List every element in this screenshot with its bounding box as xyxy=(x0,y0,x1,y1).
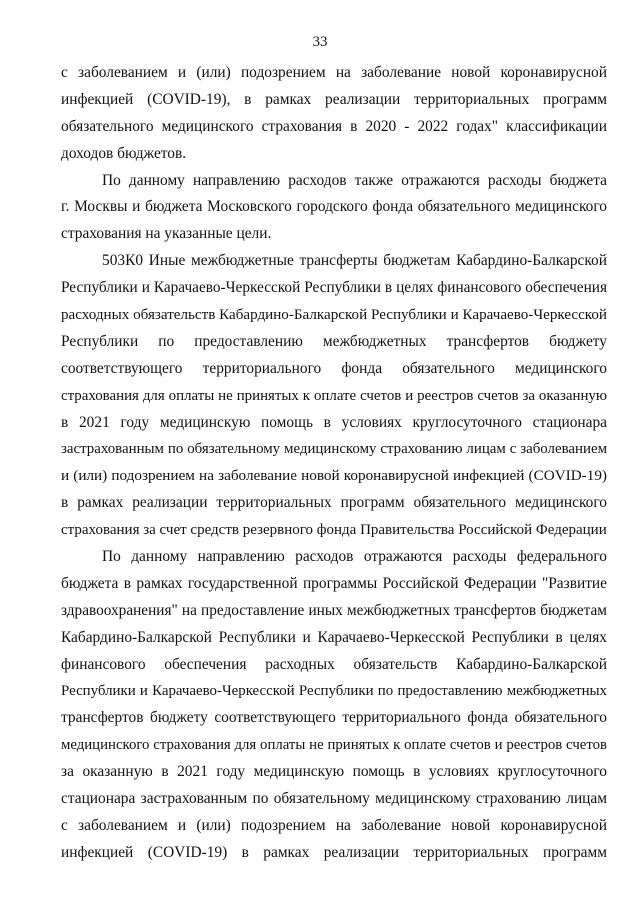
text-line: Республики и Карачаево-Черкесской Республики по предоставлению межбюджетных xyxy=(61,683,607,700)
text-line: стационара застрахованным по обязательному медицинскому страхованию лицам xyxy=(61,790,607,808)
text-line: страхования для оплаты не принятых к оплате счетов и реестров счетов за оказанную xyxy=(61,387,607,404)
text-line: доходов бюджетов. xyxy=(61,144,187,162)
text-line: г. Москвы и бюджета Московского городского фонда обязательного медицинского xyxy=(61,198,607,216)
text-line: и (или) подозрением на заболевание новой коронавирусной инфекцией (COVID-19) xyxy=(61,467,607,485)
text-line: с заболеванием и (или) подозрением на заболевание новой коронавирусной xyxy=(61,64,607,81)
text-line: инфекцией (COVID-19), в рамках реализации территориальных программ xyxy=(61,90,607,108)
text-line: Республики и Карачаево-Черкесской Республики в целях финансового обеспечения xyxy=(61,279,607,297)
text-line: Кабардино-Балкарской Республики и Карачаево-Черкесской Республики в целях xyxy=(61,628,607,646)
text-line: По данному направлению расходов отражаются расходы федерального xyxy=(102,548,607,566)
text-line: медицинского страхования для оплаты не принятых к оплате счетов и реестров счетов xyxy=(61,737,607,754)
text-line: финансового обеспечения расходных обязательств Кабардино-Балкарской xyxy=(61,655,607,673)
text-line: здравоохранения" на предоставление иных межбюджетных трансфертов бюджетам xyxy=(61,601,607,619)
text-line: 503К0 Иные межбюджетные трансферты бюджетам Кабардино-Балкарской xyxy=(102,252,607,270)
text-line: По данному направлению расходов также отражаются расходы бюджета xyxy=(102,171,607,189)
document-body xyxy=(61,60,607,867)
text-line: Республики по предоставлению межбюджетных трансфертов бюджету xyxy=(61,332,607,350)
text-line: инфекцией (COVID-19) в рамках реализации территориальных программ xyxy=(61,843,607,861)
page-number: 33 xyxy=(312,34,328,50)
text-line: соответствующего территориального фонда обязательного медицинского xyxy=(61,359,607,377)
text-line: за оказанную в 2021 году медицинскую помощь в условиях круглосуточного xyxy=(61,763,607,781)
text-line: с заболеванием и (или) подозрением на заболевание новой коронавирусной xyxy=(61,816,607,834)
text-line: обязательного медицинского страхования в 2020 - 2022 годах" классификации xyxy=(61,117,607,135)
text-line: бюджета в рамках государственной программы Российской Федерации "Развитие xyxy=(61,574,607,592)
text-line: трансфертов бюджету соответствующего территориального фонда обязательного xyxy=(61,709,607,727)
text-line: расходных обязательств Кабардино-Балкарской Республики и Карачаево-Черкесской xyxy=(61,307,607,324)
text-line: в 2021 году медицинскую помощь в условиях круглосуточного стационара xyxy=(61,413,607,431)
text-line: страхования на указанные цели. xyxy=(61,225,272,243)
text-line: застрахованным по обязательному медицинскому страхованию лицам с заболеванием xyxy=(61,441,607,458)
text-line: в рамках реализации территориальных программ обязательного медицинского xyxy=(61,494,607,512)
text-line: страхования за счет средств резервного фонда Правительства Российской Федерации xyxy=(61,522,607,539)
